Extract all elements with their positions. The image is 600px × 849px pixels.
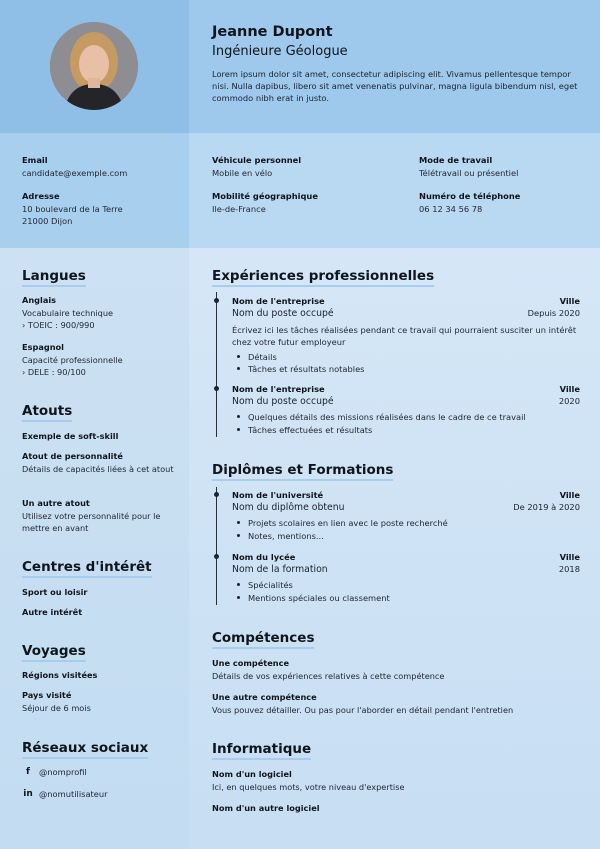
intro-text: Lorem ipsum dolor sit amet, consectetur adipiscing elit. Vivamus pellentesque tempor nisi. Nulla dapibus, libero sit amet venenatis pulvinar, magna ligula bibendum nisl, eget commodo nibh erat in justo. — [212, 69, 578, 103]
address-label: Adresse — [22, 191, 60, 201]
language-name: Anglais — [22, 295, 57, 305]
degree-name: Nom du diplôme obtenu — [232, 502, 345, 513]
title-underline — [22, 660, 86, 662]
bullet-item: Tâches et résultats notables — [232, 363, 580, 376]
experience-entry — [232, 296, 580, 376]
company-city: Ville — [559, 384, 580, 394]
software-name: Nom d'un logiciel — [212, 769, 292, 779]
skill-name: Une compétence — [212, 658, 290, 668]
languages-title — [22, 268, 86, 284]
education-entry — [232, 490, 580, 542]
vehicle-field — [212, 155, 301, 180]
social-title — [22, 740, 148, 756]
bullet-item: Tâches effectuées et résultats — [232, 424, 580, 437]
company-name: Nom de l'entreprise — [232, 384, 325, 394]
school-name: Nom de l'université — [232, 490, 324, 500]
travel-item — [22, 670, 97, 680]
language-item — [22, 295, 182, 332]
work-mode-value: Télétravail ou présentiel — [419, 168, 519, 178]
travel-title — [22, 643, 86, 659]
strengths-title — [22, 403, 72, 419]
experience-timeline — [216, 292, 217, 437]
profile-photo — [50, 22, 138, 110]
timeline-dot — [214, 492, 219, 497]
title-underline — [22, 420, 72, 422]
degree-date: De 2019 à 2020 — [513, 502, 580, 512]
interest-item — [22, 607, 82, 617]
position-bullets — [232, 411, 580, 436]
company-name: Nom de l'entreprise — [232, 296, 325, 306]
skill-item — [212, 692, 582, 717]
title-underline — [212, 758, 311, 760]
title-underline — [22, 576, 152, 578]
skill-text: Vous pouvez détailler. Ou pas pour l'aborder en détail pendant l'entretien — [212, 705, 514, 715]
position-date: Depuis 2020 — [527, 308, 580, 318]
work-mode-label: Mode de travail — [419, 155, 493, 165]
interest-name: Sport ou loisir — [22, 587, 88, 597]
linkedin-icon: in — [23, 789, 33, 799]
travel-name: Pays visité — [22, 690, 72, 700]
it-title-text: Informatique — [212, 741, 312, 757]
mobility-field — [212, 191, 318, 216]
interests-title-text: Centres d'intérêt — [22, 559, 152, 575]
title-underline — [212, 647, 314, 649]
position-bullets — [232, 351, 580, 376]
bullet-item: Quelques détails des missions réalisées dans le cadre de ce travail — [232, 411, 580, 424]
position-description: Écrivez ici les tâches réalisées pendant ce travail qui pourraient susciter un intérêt chez votre futur employeur — [232, 325, 577, 348]
address-line1: 10 boulevard de la Terre — [22, 204, 123, 214]
strength-text: Utilisez votre personnalité pour le mettre en avant — [22, 511, 161, 533]
travel-name: Régions visitées — [22, 670, 98, 680]
phone-label: Numéro de téléphone — [419, 191, 521, 201]
travel-text: Séjour de 6 mois — [22, 703, 91, 713]
social-title-text: Réseaux sociaux — [22, 740, 149, 756]
position-name: Nom du poste occupé — [232, 308, 334, 319]
social-link-facebook[interactable] — [23, 767, 87, 777]
bullet-item: Mentions spéciales ou classement — [232, 592, 580, 605]
mobility-value: Ile-de-France — [212, 204, 266, 214]
strength-name: Un autre atout — [22, 498, 90, 508]
strength-name: Exemple de soft-skill — [22, 431, 119, 441]
education-title-text: Diplômes et Formations — [212, 462, 394, 478]
strengths-title-text: Atouts — [22, 403, 73, 419]
bullet-item: Notes, mentions... — [232, 530, 580, 543]
email-value: candidate@exemple.com — [22, 168, 128, 178]
facebook-handle: @nomprofil — [39, 767, 87, 777]
email-field — [22, 155, 127, 180]
bullet-item: Spécialités — [232, 579, 580, 592]
title-underline — [22, 757, 148, 759]
timeline-dot — [214, 554, 219, 559]
degree-date: 2018 — [558, 564, 580, 574]
experience-title-text: Expériences professionnelles — [212, 268, 435, 284]
timeline-dot — [214, 298, 219, 303]
software-item — [212, 769, 582, 794]
bullet-item: Détails — [232, 351, 580, 364]
address-field — [22, 191, 123, 227]
education-timeline — [216, 487, 217, 605]
interest-name: Autre intérêt — [22, 607, 83, 617]
title-underline — [212, 479, 393, 481]
candidate-name: Jeanne Dupont — [212, 24, 333, 40]
school-name: Nom du lycée — [232, 552, 296, 562]
address-line2: 21000 Dijon — [22, 215, 73, 226]
skill-name: Une autre compétence — [212, 692, 317, 702]
software-text: Ici, en quelques mots, votre niveau d'expertise — [212, 782, 405, 792]
education-entry — [232, 552, 580, 604]
phone-field — [419, 191, 520, 216]
travel-item — [22, 690, 91, 715]
education-title — [212, 462, 393, 478]
experience-entry — [232, 384, 580, 436]
language-name: Espagnol — [22, 342, 64, 352]
position-date: 2020 — [558, 396, 580, 406]
strength-item — [22, 451, 182, 476]
degree-bullets — [232, 517, 580, 542]
skills-title-text: Compétences — [212, 630, 315, 646]
skills-title — [212, 630, 314, 646]
travel-title-text: Voyages — [22, 643, 86, 659]
degree-name: Nom de la formation — [232, 564, 328, 575]
vehicle-label: Véhicule personnel — [212, 155, 302, 165]
mobility-label: Mobilité géographique — [212, 191, 318, 201]
language-level: Capacité professionnelle — [22, 355, 123, 365]
job-title: Ingénieure Géologue — [212, 44, 348, 59]
phone-value: 06 12 34 56 78 — [419, 204, 483, 214]
linkedin-handle: @nomutilisateur — [39, 789, 108, 799]
language-cert: › DELE : 90/100 — [22, 366, 86, 377]
bullet-item: Projets scolaires en lien avec le poste recherché — [232, 517, 580, 530]
social-link-linkedin[interactable] — [23, 789, 108, 799]
skill-item — [212, 658, 582, 683]
degree-bullets — [232, 579, 580, 604]
interest-item — [22, 587, 87, 597]
languages-title-text: Langues — [22, 268, 86, 284]
interests-title — [22, 559, 152, 575]
title-underline — [212, 285, 434, 287]
timeline-dot — [214, 386, 219, 391]
strength-item — [22, 431, 182, 441]
skill-text: Détails de vos expériences relatives à cette compétence — [212, 671, 445, 681]
software-name: Nom d'un autre logiciel — [212, 803, 320, 813]
facebook-icon: f — [26, 767, 30, 777]
school-city: Ville — [559, 552, 580, 562]
it-title — [212, 741, 311, 757]
language-cert: › TOEIC : 900/990 — [22, 319, 95, 330]
experience-title — [212, 268, 434, 284]
position-name: Nom du poste occupé — [232, 396, 334, 407]
email-label: Email — [22, 155, 48, 165]
software-item — [212, 803, 582, 813]
school-city: Ville — [559, 490, 580, 500]
strength-item — [22, 498, 182, 535]
company-city: Ville — [559, 296, 580, 306]
language-item — [22, 342, 182, 379]
strength-text: Détails de capacités liées à cet atout — [22, 464, 174, 474]
language-level: Vocabulaire technique — [22, 308, 114, 318]
strength-name: Atout de personnalité — [22, 451, 123, 461]
title-underline — [22, 285, 86, 287]
work-mode-field — [419, 155, 518, 180]
vehicle-value: Mobile en vélo — [212, 168, 273, 178]
